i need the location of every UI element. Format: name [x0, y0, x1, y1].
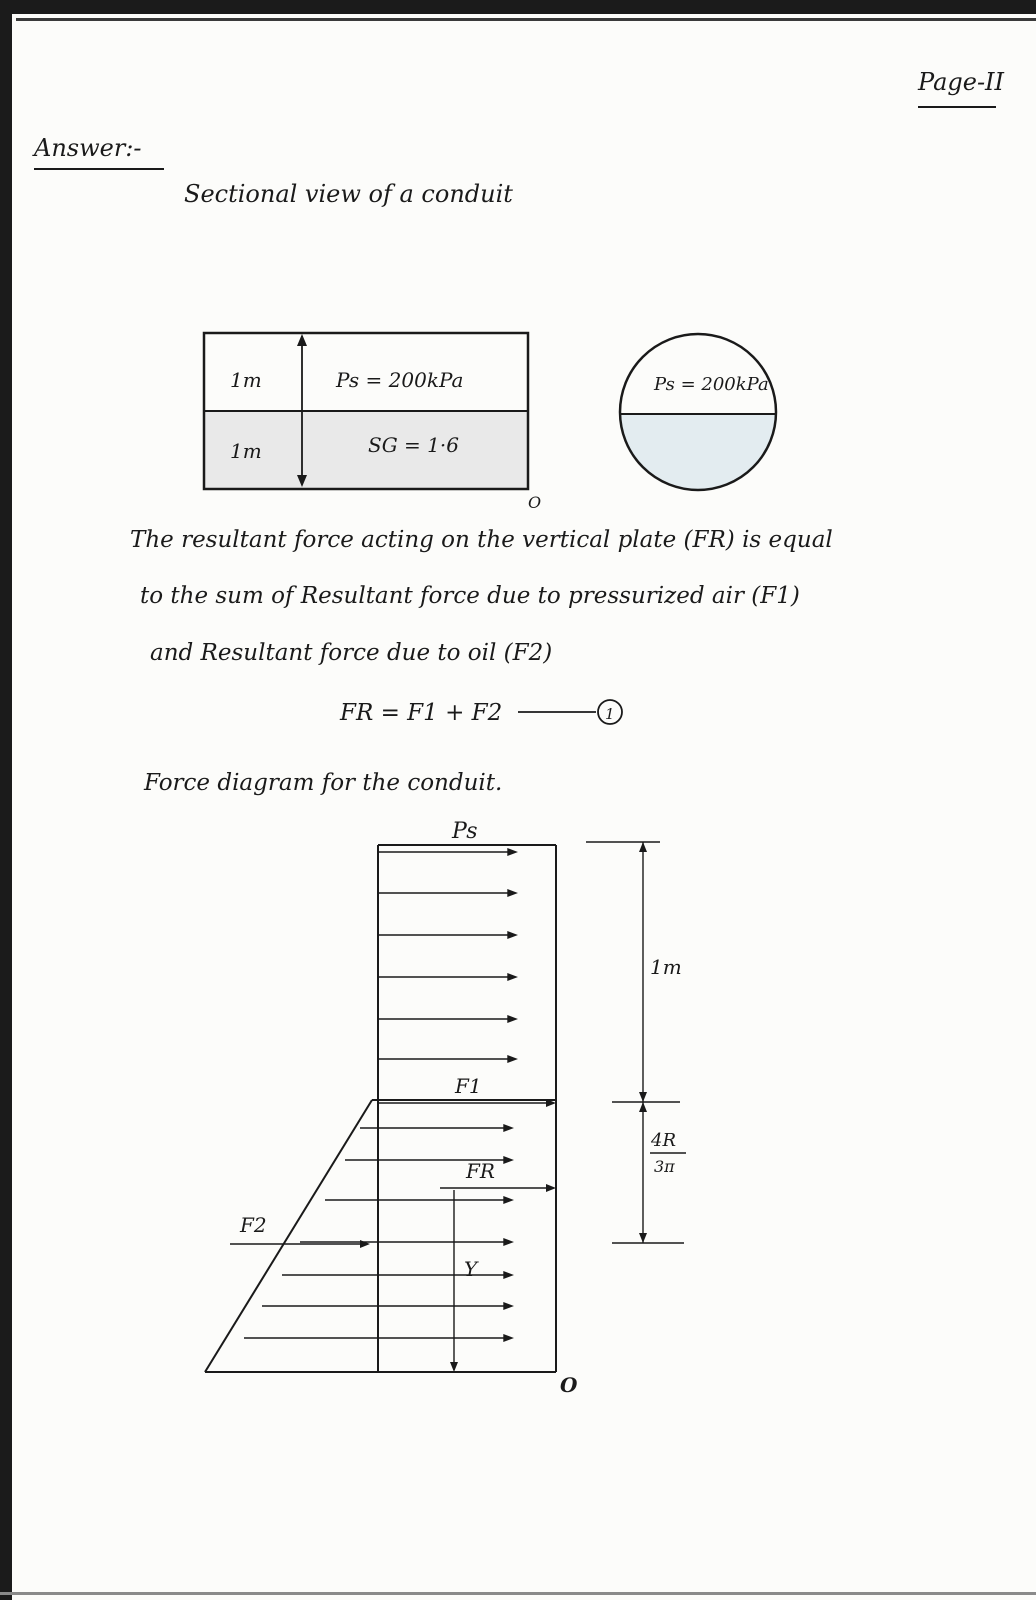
- bottom-sg-label: SG = 1·6: [368, 433, 459, 457]
- force-diagram-title: Force diagram for the conduit.: [144, 770, 503, 796]
- top-height-label: 1m: [230, 368, 262, 392]
- f2-label: F2: [240, 1213, 267, 1237]
- dim-bottom-numerator: 4R: [651, 1130, 677, 1151]
- f1-label: F1: [455, 1074, 482, 1098]
- origin-o-label: O: [560, 1373, 578, 1397]
- explanation-line-1: The resultant force acting on the vertical plate (FR) is equal: [130, 527, 833, 553]
- answer-heading: Answer:-: [34, 134, 142, 162]
- force-diagram: [205, 819, 686, 1397]
- fr-arrow: [546, 1184, 556, 1192]
- top-pressure-label: Ps = 200kPa: [336, 368, 464, 392]
- circle-oil-fill: [620, 414, 776, 494]
- sectional-view: [204, 333, 541, 512]
- oil-pressure-triangle: [205, 1100, 372, 1372]
- f2-arrow: [360, 1240, 370, 1248]
- equation-number: [518, 700, 622, 724]
- equation: FR = F1 + F2: [340, 700, 503, 726]
- dim-arrow-up: [297, 334, 307, 346]
- section-title: Sectional view of a conduit: [184, 180, 513, 208]
- ps-label: Ps: [452, 819, 478, 844]
- circular-section: [620, 334, 776, 494]
- equation-number-text: 1: [605, 705, 615, 723]
- dim-bottom-denominator: 3π: [654, 1157, 675, 1176]
- circle-pressure-label: Ps = 200kPa: [654, 374, 769, 395]
- bottom-height-label: 1m: [230, 439, 262, 463]
- dim-top-label: 1m: [650, 955, 682, 979]
- page-label: Page-II: [918, 68, 1005, 96]
- explanation-line-2: to the sum of Resultant force due to pressurized air (F1): [140, 583, 800, 609]
- fr-label: FR: [466, 1159, 495, 1183]
- corner-o-label: O: [528, 493, 542, 512]
- y-label: Y: [464, 1257, 478, 1281]
- explanation-line-3: and Resultant force due to oil (F2): [150, 640, 553, 666]
- air-pressure-arrows: [378, 849, 516, 1062]
